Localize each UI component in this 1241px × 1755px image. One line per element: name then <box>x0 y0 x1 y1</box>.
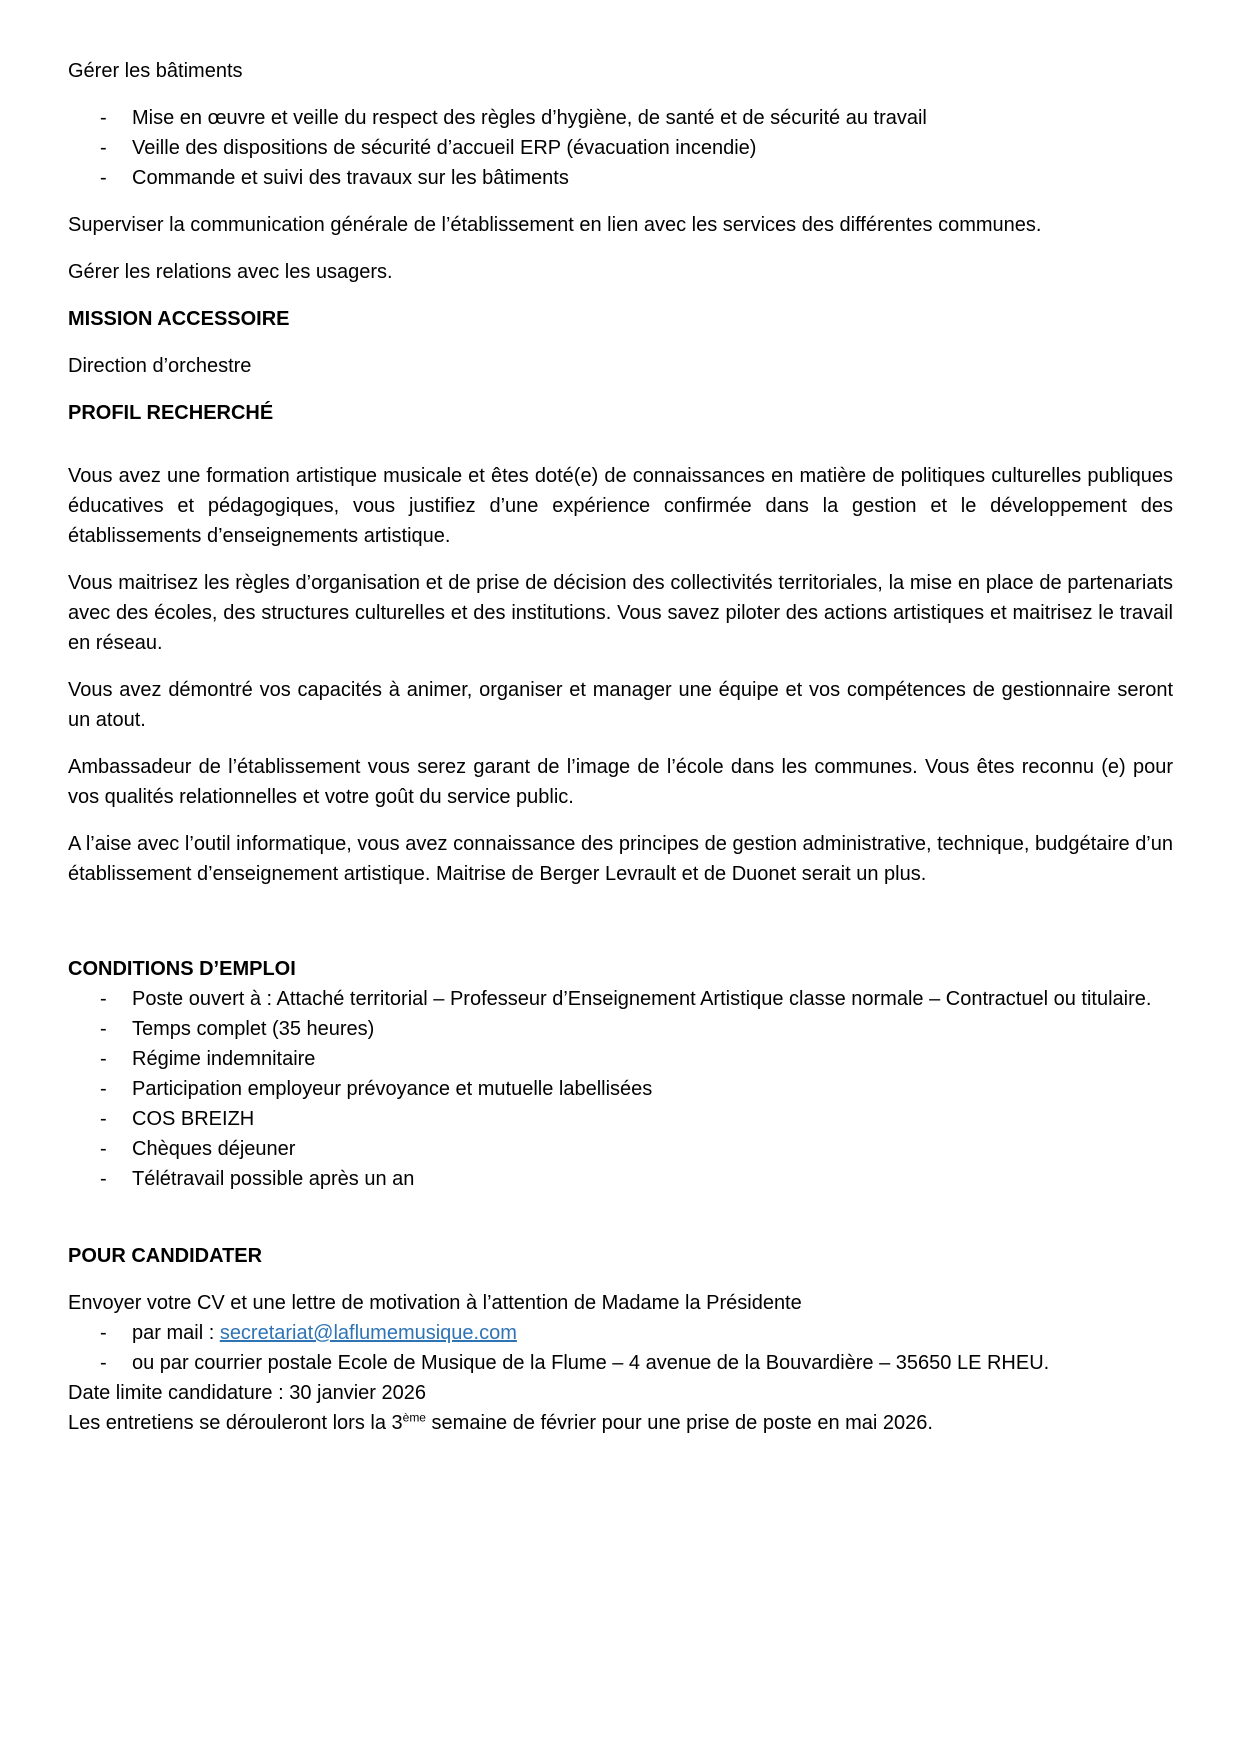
list-item-text: Veille des dispositions de sécurité d’accueil ERP (évacuation incendie) <box>132 137 757 159</box>
profil-paragraph: Vous avez démontré vos capacités à animer, organiser et manager une équipe et vos compétences de gestionnaire seront un atout. <box>68 679 1173 731</box>
list-item <box>68 1014 1173 1044</box>
list-item-text: Télétravail possible après un an <box>132 1168 415 1190</box>
list-item-text: ou par courrier postale Ecole de Musique de la Flume – 4 avenue de la Bouvardière – 35650 LE RHEU. <box>132 1352 1050 1374</box>
dash-marker: - <box>100 137 107 159</box>
list-item-text: Poste ouvert à : Attaché territorial – Professeur d’Enseignement Artistique classe normale – Contractuel ou titulaire. <box>132 988 1152 1010</box>
buildings-bullet-list <box>68 103 1173 193</box>
list-item-text: Participation employeur prévoyance et mutuelle labellisées <box>132 1078 653 1100</box>
entretiens-superscript: ème <box>402 1410 426 1425</box>
list-item <box>68 1104 1173 1134</box>
dash-marker: - <box>100 1352 107 1374</box>
dash-marker: - <box>100 1048 107 1070</box>
heading-profil-recherche: PROFIL RECHERCHÉ <box>68 402 274 424</box>
profil-paragraph: A l’aise avec l’outil informatique, vous avez connaissance des principes de gestion administrative, technique, budgétaire d’un établissement d’enseignement artistique. Maitrise de Berger Levrault et de Duonet serait un plus. <box>68 833 1173 885</box>
dash-marker: - <box>100 1108 107 1130</box>
entretiens-text-pre: Les entretiens se dérouleront lors la 3 <box>68 1412 403 1434</box>
dash-marker: - <box>100 167 107 189</box>
spacer <box>68 906 1173 954</box>
paragraph-candidater-intro: Envoyer votre CV et une lettre de motivation à l’attention de Madame la Présidente <box>68 1292 802 1314</box>
list-item-text: Mise en œuvre et veille du respect des règles d’hygiène, de santé et de sécurité au travail <box>132 107 927 129</box>
list-item <box>68 1348 1173 1378</box>
heading-conditions-emploi: CONDITIONS D’EMPLOI <box>68 958 296 980</box>
list-item <box>68 1074 1173 1104</box>
dash-marker: - <box>100 1018 107 1040</box>
dash-marker: - <box>100 1138 107 1160</box>
paragraph-deadline: Date limite candidature : 30 janvier 2026 <box>68 1382 426 1404</box>
dash-marker: - <box>100 1168 107 1190</box>
list-item-text: Chèques déjeuner <box>132 1138 296 1160</box>
paragraph-entretiens <box>68 1408 1173 1438</box>
profil-paragraph: Vous maitrisez les règles d’organisation et de prise de décision des collectivités territoriales, la mise en place de partenariats avec des écoles, des structures culturelles et des institutions. Vous savez piloter des actions artistiques et maitrisez le travail en réseau. <box>68 572 1173 654</box>
list-item <box>68 1134 1173 1164</box>
heading-pour-candidater: POUR CANDIDATER <box>68 1245 263 1267</box>
mail-label: par mail : <box>132 1322 220 1344</box>
list-item <box>68 103 1173 133</box>
dash-marker: - <box>100 1078 107 1100</box>
list-item-text: COS BREIZH <box>132 1108 255 1130</box>
profil-paragraph: Vous avez une formation artistique musicale et êtes doté(e) de connaissances en matière de politiques culturelles publiques éducatives et pédagogiques, vous justifiez d’une expérience confirmée dans la gestion et le développement des établissements d’enseignements artistique. <box>68 465 1173 547</box>
paragraph-supervise: Superviser la communication générale de l’établissement en lien avec les services des différentes communes. <box>68 214 1042 236</box>
conditions-bullet-list <box>68 984 1173 1194</box>
list-item <box>68 163 1173 193</box>
list-item <box>68 1318 1173 1348</box>
list-item <box>68 1164 1173 1194</box>
paragraph-relations: Gérer les relations avec les usagers. <box>68 261 393 283</box>
dash-marker: - <box>100 1322 107 1344</box>
intro-title: Gérer les bâtiments <box>68 60 243 82</box>
list-item-text: Régime indemnitaire <box>132 1048 316 1070</box>
list-item <box>68 133 1173 163</box>
heading-mission-accessoire: MISSION ACCESSOIRE <box>68 308 290 330</box>
paragraph-direction-orchestre: Direction d’orchestre <box>68 355 252 377</box>
list-item-text: Commande et suivi des travaux sur les bâtiments <box>132 167 569 189</box>
list-item <box>68 984 1173 1014</box>
entretiens-text-post: semaine de février pour une prise de poste en mai 2026. <box>425 1412 933 1434</box>
mail-link[interactable]: secretariat@laflumemusique.com <box>219 1322 517 1344</box>
profil-paragraph: Ambassadeur de l’établissement vous serez garant de l’image de l’école dans les communes. Vous êtes reconnu (e) pour vos qualités relationnelles et votre goût du service public. <box>68 756 1173 808</box>
list-item-text: Temps complet (35 heures) <box>132 1018 375 1040</box>
dash-marker: - <box>100 107 107 129</box>
spacer <box>68 1211 1173 1241</box>
candidater-bullet-list <box>68 1318 1173 1378</box>
list-item <box>68 1044 1173 1074</box>
dash-marker: - <box>100 988 107 1010</box>
